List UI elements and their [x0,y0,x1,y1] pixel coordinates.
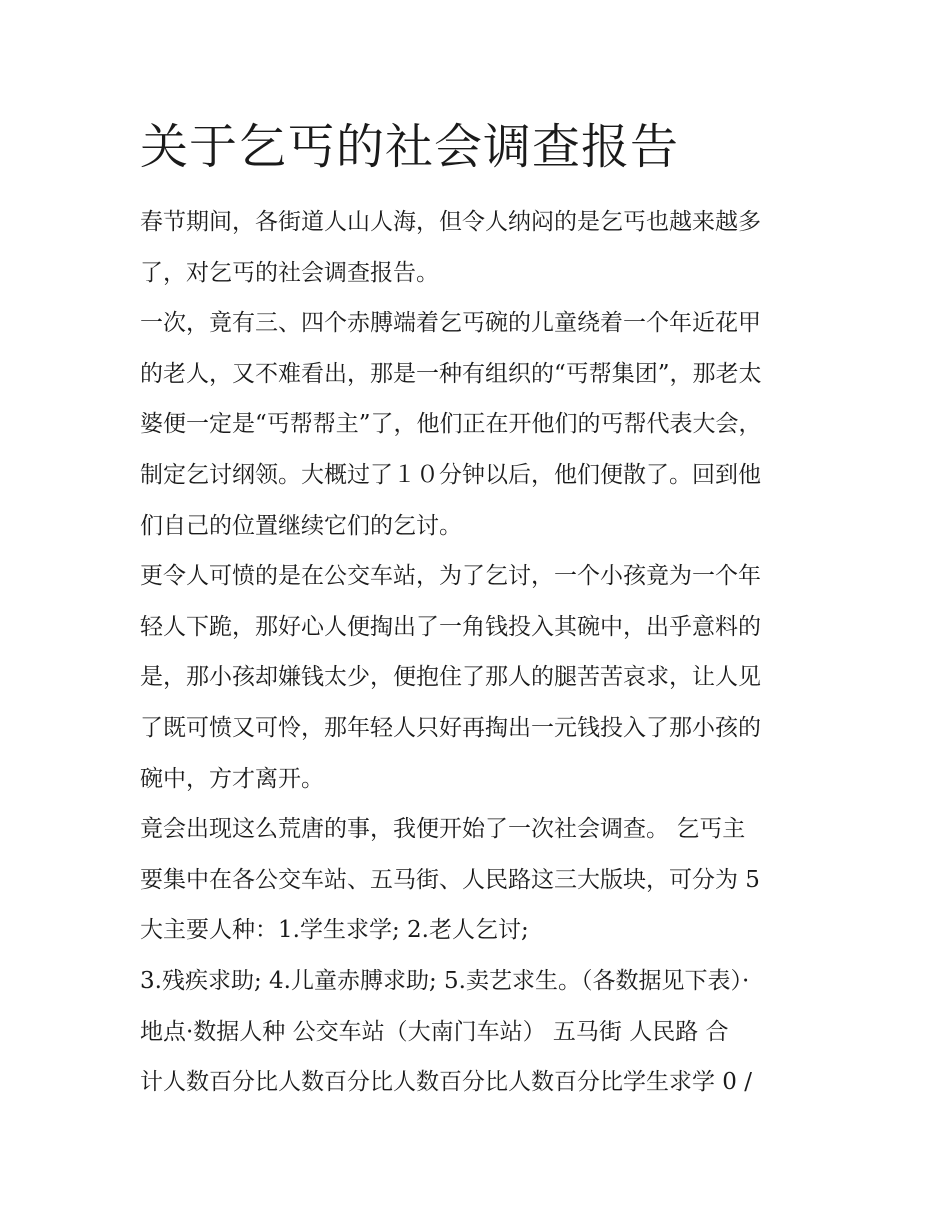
text-line: 更令人可愤的是在公交车站，为了乞讨，一个小孩竟为一个年 [140,563,761,590]
text-line: 地点·数据人种 公交车站（大南门车站） 五马街 人民路 合 [140,1018,729,1045]
text-line: 竟会出现这么荒唐的事，我便开始了一次社会调查。 乞丐主 [140,816,746,843]
text-line: 了，对乞丐的社会调查报告。 [140,259,439,286]
document-page [140,114,812,1108]
paragraph-survey [140,804,812,956]
text-line: 是，那小孩却嫌钱太少，便抱住了那人的腿苦苦哀求，让人见 [140,664,761,691]
text-line: 了既可愤又可怜，那年轻人只好再掏出一元钱投入了那小孩的 [140,714,761,741]
text-line: 碗中，方才离开。 [140,765,324,792]
text-line: 轻人下跪，那好心人便掏出了一角钱投入其碗中，出乎意料的 [140,613,761,640]
paragraph-table-text [140,1007,812,1108]
paragraph-intro [140,197,812,298]
paragraph-categories [140,956,812,1007]
text-line: 大主要人种：1.学生求学; 2.老人乞讨; [140,917,529,944]
paragraph-bus-station [140,551,812,804]
text-line: 要集中在各公交车站、五马街、人民路这三大版块，可分为 5 [140,866,760,893]
text-line: 春节期间，各街道人山人海，但令人纳闷的是乞丐也越来越多 [140,209,761,235]
text-line: 制定乞讨纲领。大概过了１０分钟以后，他们便散了。回到他 [140,461,761,488]
text-line: 婆便一定是“丐帮帮主”了，他们正在开他们的丐帮代表大会， [140,411,762,438]
text-line: 计人数百分比人数百分比人数百分比人数百分比学生求学 0 / [140,1069,753,1096]
text-line: 3.残疾求助; 4.儿童赤膊求助; 5.卖艺求生。（各数据见下表）· [140,967,750,994]
text-line: 们自己的位置继续它们的乞讨。 [140,512,462,539]
text-line: 的老人，又不难看出，那是一种有组织的“丐帮集团”，那老太 [140,360,762,387]
paragraph-beggar-gang [140,298,812,551]
document-title: 关于乞丐的社会调查报告 [140,119,680,175]
text-line: 一次，竟有三、四个赤膊端着乞丐碗的儿童绕着一个年近花甲 [140,310,761,337]
